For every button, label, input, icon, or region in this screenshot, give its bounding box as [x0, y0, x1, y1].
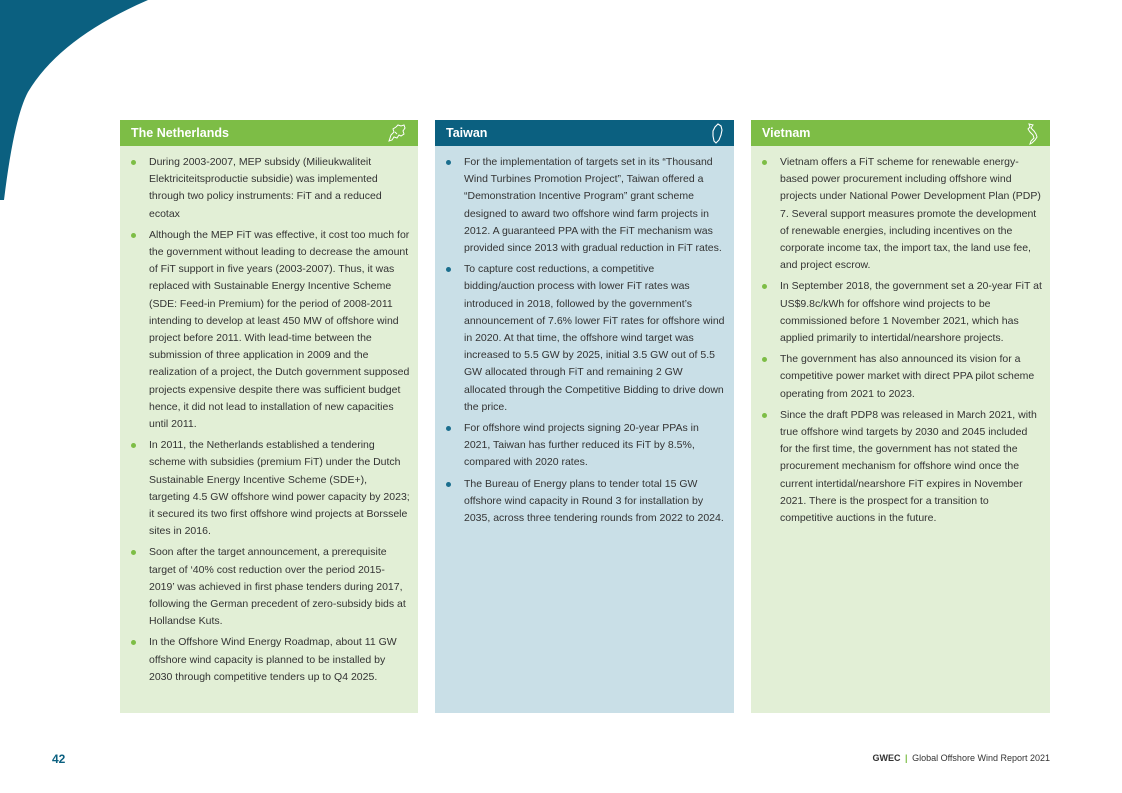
vietnam-header — [751, 120, 1050, 146]
vietnam-title: Vietnam — [762, 126, 811, 140]
footer-brand: GWEC — [872, 753, 901, 763]
vietnam-column — [751, 120, 1050, 713]
taiwan-header — [435, 120, 734, 146]
netherlands-title: The Netherlands — [131, 126, 229, 140]
list-item: In 2011, the Netherlands established a tendering scheme with subsidies (premium FiT) under the Dutch Sustainable Energy Incentive Scheme (SDE+), targeting 4.5 GW offshore wind power capacity by 2023; it secured its two first offshore wind projects at Borssele sites in 2016. — [149, 437, 410, 540]
list-item: In September 2018, the government set a 20-year FiT at US$9.8c/kWh for offshore wind projects to be commissioned before 1 November 2021, which has applied primarily to intertidal/nearshore projects. — [780, 278, 1042, 347]
netherlands-map-icon — [386, 123, 408, 143]
list-item: During 2003-2007, MEP subsidy (Milieukwaliteit Elektriciteitsproductie subsidie) was implemented through two policy instruments: FiT and a reduced ecotax — [149, 154, 410, 223]
list-item: Soon after the target announcement, a prerequisite target of ‘40% cost reduction over the period 2015-2019’ was achieved in first phase tenders during 2017, following the German precedent of zero-subsidy bids at Hollandse Kuts. — [149, 544, 410, 630]
taiwan-bullet-list — [435, 146, 734, 527]
list-item: Vietnam offers a FiT scheme for renewable energy-based power procurement including offshore wind projects under National Power Development Plan (PDP) 7. Several support measures promote the development of renewable energies, including incentives on the corporate income tax, the import tax, the land use fee, and project escrow. — [780, 154, 1042, 274]
list-item: For the implementation of targets set in its “Thousand Wind Turbines Promotion Project”, Taiwan offered a “Demonstration Incentive Program” grant scheme designed to award two offshore wind farm projects in 2012. A guaranteed PPA with the FiT mechanism was provided since 2013 with gradual reduction in FiT rates. — [464, 154, 726, 257]
footer-report-title: Global Offshore Wind Report 2021 — [912, 753, 1050, 763]
taiwan-map-icon — [710, 123, 724, 144]
vietnam-bullet-list — [751, 146, 1050, 527]
page-number: 42 — [52, 752, 66, 766]
vietnam-map-icon — [1026, 123, 1040, 145]
list-item: Although the MEP FiT was effective, it cost too much for the government without leading to decrease the amount of FiT support in five years (2003-2007). Thus, it was replaced with Sustainable Energy Incentive Scheme (SDE: Feed-in Premium) for the period of 2008-2011 intending to develop at least 450 MW of offshore wind project before 2011. With lead-time between the submission of three application in 2009 and the realization of a project, the Dutch government supposed projects expensive despite there was sufficient budget hence, it did not lead to installation of new capacities until 2011. — [149, 227, 410, 433]
list-item: In the Offshore Wind Energy Roadmap, about 11 GW offshore wind capacity is planned to be installed by 2030 through competitive tenders up to Q4 2025. — [149, 634, 410, 686]
netherlands-bullet-list — [120, 146, 418, 686]
list-item: For offshore wind projects signing 20-year PPAs in 2021, Taiwan has further reduced its FiT by 8.5%, compared with 2020 rates. — [464, 420, 726, 472]
list-item: The Bureau of Energy plans to tender total 15 GW offshore wind capacity in Round 3 for installation by 2035, across three tendering rounds from 2022 to 2024. — [464, 476, 726, 528]
taiwan-column — [435, 120, 734, 713]
footer-separator: | — [905, 753, 908, 763]
netherlands-header — [120, 120, 418, 146]
netherlands-column — [120, 120, 418, 713]
taiwan-title: Taiwan — [446, 126, 488, 140]
list-item: The government has also announced its vision for a competitive power market with direct PPA pilot scheme operating from 2021 to 2023. — [780, 351, 1042, 403]
footer-credit — [873, 753, 1050, 763]
list-item: Since the draft PDP8 was released in March 2021, with true offshore wind targets by 2030 and 2045 included for the first time, the government has not stated the procurement mechanism for offshore wind once the current intertidal/nearshore FiT expires in November 2021. There is the prospect for a transition to competitive auctions in the future. — [780, 407, 1042, 527]
list-item: To capture cost reductions, a competitive bidding/auction process with lower FiT rates was introduced in 2018, followed by the government’s announcement of 7.6% lower FiT rates for offshore wind in 2020. At that time, the offshore wind target was increased to 5.5 GW by 2025, initial 3.5 GW out of 5.5 GW allocated through FiT and remaining 2 GW allocated through the Competitive Bidding to drive down the price. — [464, 261, 726, 416]
